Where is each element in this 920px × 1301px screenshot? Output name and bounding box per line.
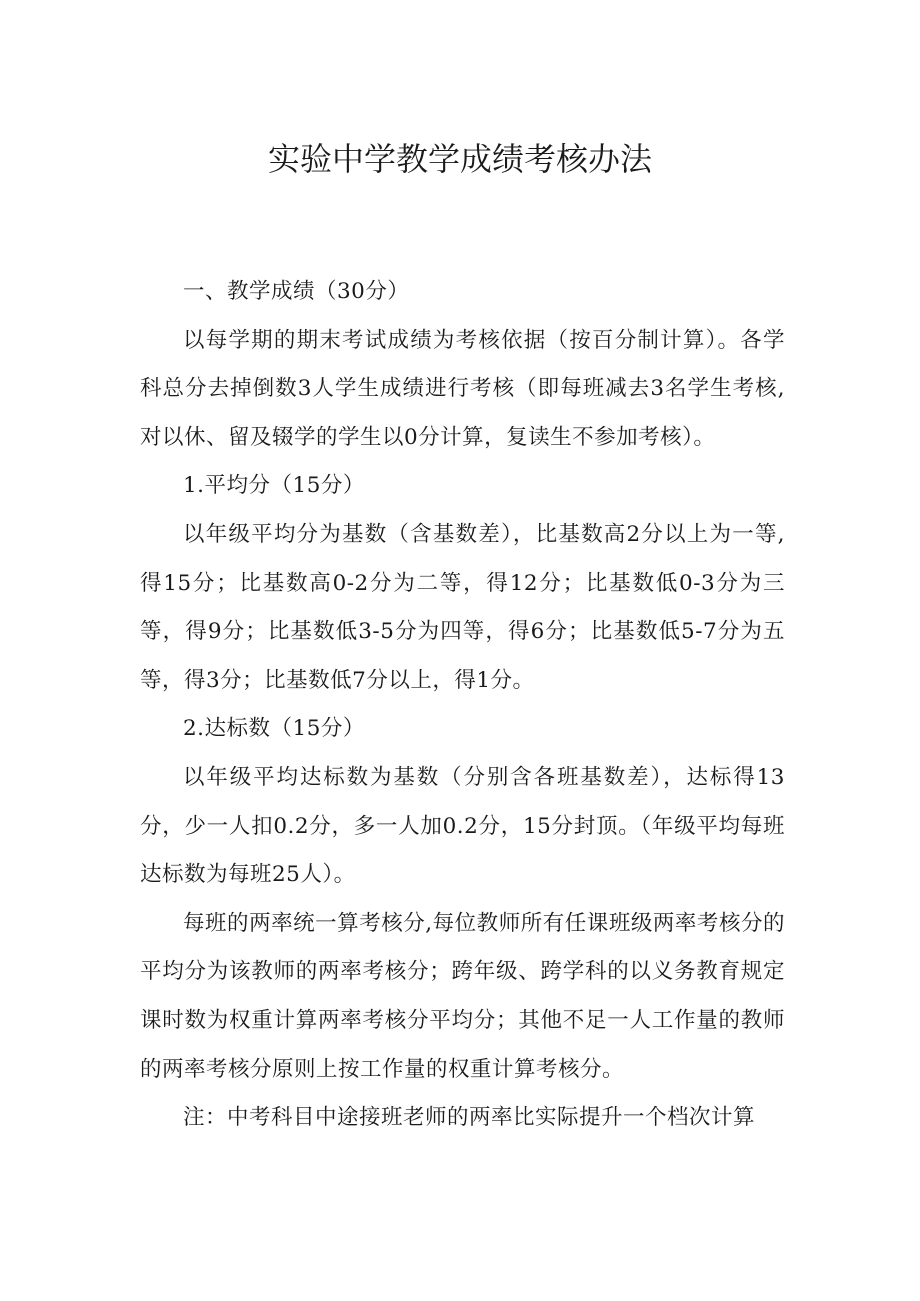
paragraph-pass-count-rules: 以年级平均达标数为基数（分别含各班基数差），达标得13分，少一人扣0.2分，多一人加0.2分，15分封顶。（年级平均每班达标数为每班25人）。: [140, 764, 785, 888]
document-body: [140, 268, 785, 1143]
subsection-heading-average-score: 1.平均分（15分）: [183, 473, 365, 499]
paragraph-assessment-basis: 以每学期的期末考试成绩为考核依据（按百分制计算）。各学科总分去掉倒数3人学生成绩进行考核（即每班减去3名学生考核,对以休、留及辍学的学生以0分计算，复读生不参加考核）。: [140, 327, 785, 450]
paragraph-two-rates-calculation: 每班的两率统一算考核分,每位教师所有任课班级两率考核分的平均分为该教师的两率考核分；跨年级、跨学科的以义务教育规定课时数为权重计算两率考核分平均分；其他不足一人工作量的教师的两率考核分原则上按工作量的权重计算考核分。: [140, 910, 785, 1082]
paragraph-note: 注：中考科目中途接班老师的两率比实际提升一个档次计算: [183, 1105, 756, 1131]
paragraph-average-score-rules: 以年级平均分为基数（含基数差），比基数高2分以上为一等,得15分；比基数高0-2分为二等，得12分；比基数低0-3分为三等，得9分；比基数低3-5分为四等，得6分；比基数低5-7分为五等，得3分；比基数低7分以上，得1分。: [140, 521, 785, 693]
section-heading-teaching-results: 一、教学成绩（30分）: [183, 279, 410, 304]
document-title: 实验中学教学成绩考核办法: [267, 140, 652, 178]
subsection-heading-pass-count: 2.达标数（15分）: [183, 716, 365, 742]
